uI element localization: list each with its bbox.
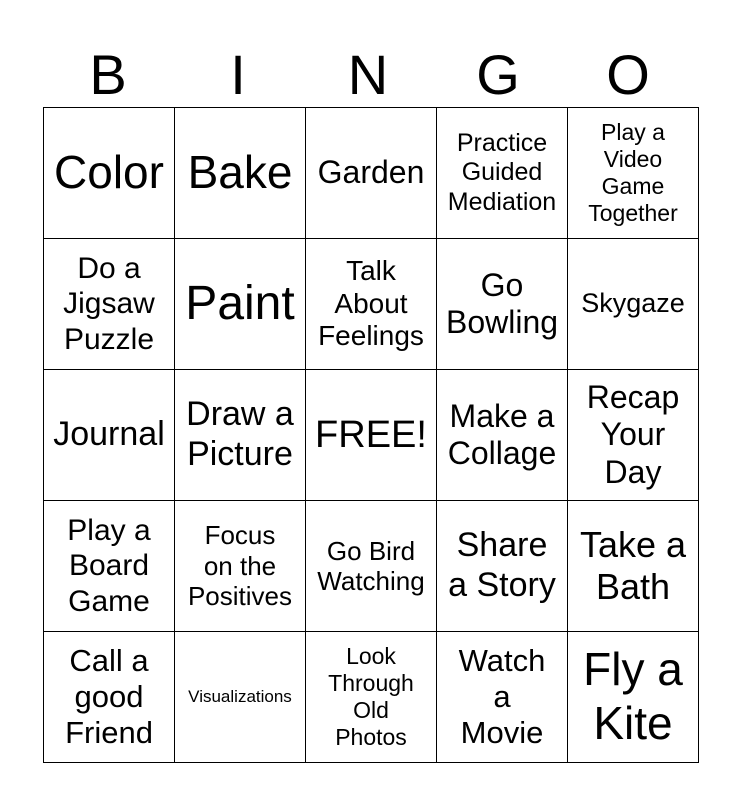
- cell-text: [44, 513, 174, 618]
- cell-text: [568, 119, 698, 227]
- bingo-header: [43, 44, 693, 106]
- bingo-board: [43, 107, 699, 763]
- cell-text: [175, 687, 305, 707]
- cell-text: [175, 395, 305, 475]
- cell-line: Draw a: [186, 395, 294, 434]
- cell-line: Garden: [317, 154, 425, 191]
- cell-line: Guided: [461, 158, 543, 187]
- cell-line: Play a: [67, 514, 151, 548]
- cell-line: Together: [588, 199, 678, 226]
- bingo-cell-n5[interactable]: [306, 632, 437, 763]
- cell-text: [306, 154, 436, 191]
- cell-line: Old: [353, 697, 389, 723]
- cell-text: [44, 643, 174, 752]
- cell-line: Game: [601, 173, 665, 199]
- cell-line: Friend: [65, 715, 153, 751]
- cell-line: Play a: [601, 119, 665, 146]
- cell-text: [437, 267, 567, 342]
- board-row: [44, 108, 699, 239]
- cell-text: [568, 288, 698, 320]
- bingo-cell-o2[interactable]: [568, 239, 699, 370]
- bingo-cell-n3[interactable]: [306, 370, 437, 501]
- cell-line: Go Bird: [326, 535, 416, 566]
- bingo-cell-i1[interactable]: [175, 108, 306, 239]
- cell-line: Day: [604, 453, 662, 490]
- bingo-cell-n2[interactable]: [306, 239, 437, 370]
- cell-line: Recap: [586, 378, 680, 415]
- cell-line: Practice: [456, 129, 548, 158]
- cell-line: Call a: [69, 642, 149, 678]
- cell-text: [437, 129, 567, 217]
- cell-line: Journal: [53, 415, 165, 454]
- bingo-cell-b5[interactable]: [44, 632, 175, 763]
- cell-line: Jigsaw: [63, 287, 155, 321]
- cell-line: Take a: [579, 523, 687, 565]
- cell-text: [306, 413, 436, 457]
- cell-text: [44, 146, 174, 200]
- cell-line: a: [493, 678, 511, 714]
- cell-line: Bake: [187, 146, 293, 199]
- cell-text: [175, 276, 305, 332]
- cell-line: Fly a: [583, 643, 683, 696]
- bingo-cell-g3[interactable]: [437, 370, 568, 501]
- board-row: [44, 370, 699, 501]
- cell-line: Share: [456, 526, 548, 565]
- cell-text: [306, 255, 436, 353]
- bingo-cell-g5[interactable]: [437, 632, 568, 763]
- cell-line: Photos: [335, 723, 407, 750]
- cell-text: [175, 146, 305, 200]
- bingo-cell-n4[interactable]: [306, 501, 437, 632]
- cell-text: [437, 526, 567, 606]
- header-letter-o: O: [606, 43, 650, 106]
- cell-text: [44, 251, 174, 356]
- cell-line: Your: [600, 416, 666, 453]
- cell-line: Watch: [458, 642, 546, 678]
- cell-text: [44, 415, 174, 455]
- header-letter-n: N: [347, 43, 389, 106]
- bingo-cell-n1[interactable]: [306, 108, 437, 239]
- cell-line: Board: [68, 549, 150, 583]
- cell-line: Puzzle: [63, 322, 155, 356]
- cell-line: Watching: [317, 566, 425, 596]
- bingo-cell-g2[interactable]: [437, 239, 568, 370]
- cell-line: Collage: [447, 435, 557, 471]
- cell-text: [568, 524, 698, 608]
- bingo-cell-b4[interactable]: [44, 501, 175, 632]
- cell-line: a Story: [448, 566, 556, 604]
- bingo-cell-b1[interactable]: [44, 108, 175, 239]
- bingo-cell-o4[interactable]: [568, 501, 699, 632]
- board-row: [44, 239, 699, 370]
- bingo-cell-o5[interactable]: [568, 632, 699, 763]
- bingo-cell-i2[interactable]: [175, 239, 306, 370]
- bingo-cell-i3[interactable]: [175, 370, 306, 501]
- cell-line: Go: [480, 266, 524, 303]
- cell-text: [437, 643, 567, 752]
- cell-line: on the: [203, 550, 277, 581]
- bingo-cell-b3[interactable]: [44, 370, 175, 501]
- cell-line: Talk: [346, 254, 396, 286]
- cell-text: [306, 643, 436, 751]
- cell-text: [568, 643, 698, 751]
- bingo-cell-i5[interactable]: [175, 632, 306, 763]
- cell-text: [437, 398, 567, 473]
- cell-line: FREE!: [315, 413, 427, 456]
- cell-line: Through: [328, 670, 414, 697]
- board-row: [44, 501, 699, 632]
- cell-text: [175, 520, 305, 611]
- cell-line: Game: [68, 584, 150, 618]
- cell-line: Bath: [595, 566, 671, 607]
- cell-line: Do a: [77, 252, 141, 286]
- bingo-cell-i4[interactable]: [175, 501, 306, 632]
- cell-line: Positives: [187, 581, 293, 612]
- bingo-cell-o3[interactable]: [568, 370, 699, 501]
- cell-line: Feelings: [318, 320, 424, 352]
- cell-line: Picture: [187, 435, 293, 473]
- cell-line: Video: [603, 146, 663, 173]
- cell-line: Movie: [460, 715, 544, 751]
- cell-line: Paint: [185, 276, 295, 330]
- cell-line: Bowling: [445, 304, 559, 340]
- cell-line: Visualizations: [188, 687, 292, 707]
- bingo-cell-g1[interactable]: [437, 108, 568, 239]
- cell-line: Skygaze: [581, 288, 685, 319]
- header-letter-i: I: [230, 43, 246, 106]
- cell-line: Kite: [593, 697, 673, 749]
- bingo-cell-o1[interactable]: [568, 108, 699, 239]
- header-letter-g: G: [476, 43, 520, 106]
- cell-line: About: [334, 287, 408, 319]
- cell-line: Make a: [449, 397, 555, 434]
- cell-line: Look: [346, 643, 396, 670]
- header-letter-b: B: [89, 43, 127, 106]
- cell-line: Focus: [204, 520, 276, 551]
- board-row: [44, 632, 699, 763]
- cell-line: Mediation: [447, 187, 557, 216]
- bingo-cell-g4[interactable]: [437, 501, 568, 632]
- cell-text: [568, 379, 698, 491]
- bingo-cell-b2[interactable]: [44, 239, 175, 370]
- cell-line: Color: [54, 146, 164, 199]
- cell-text: [306, 536, 436, 597]
- cell-line: good: [74, 678, 144, 714]
